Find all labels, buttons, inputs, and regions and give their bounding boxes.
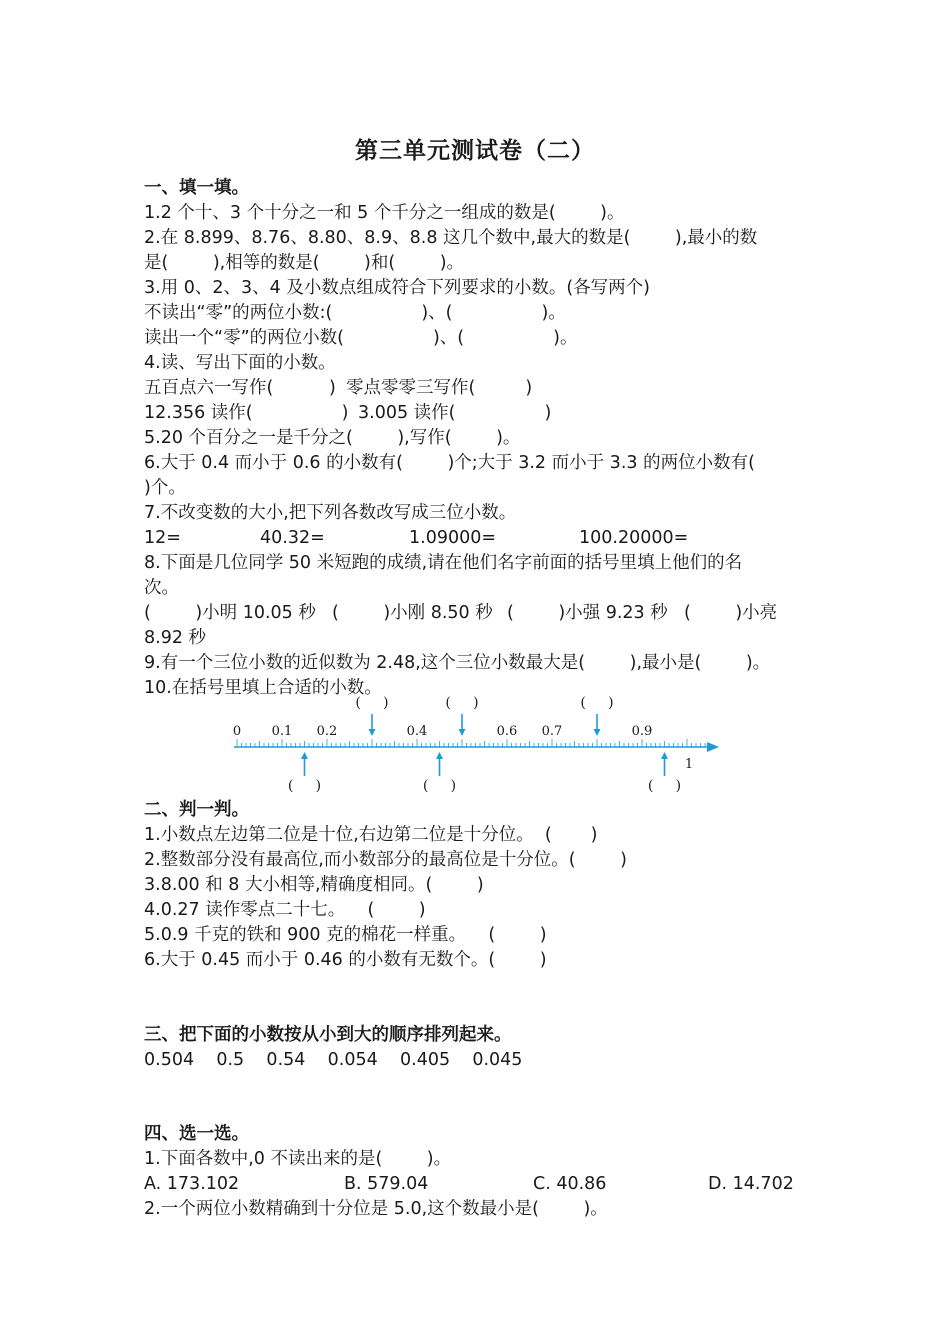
pointer-arrowhead <box>459 729 466 736</box>
section-3-heading: 三、把下面的小数按从小到大的顺序排列起来。 <box>144 1025 512 1045</box>
question-1-4-read-a: 12.356 读作( ) <box>144 403 349 423</box>
option-c: C. 40.86 <box>533 1174 607 1194</box>
question-1-7-item-a: 12= <box>144 528 181 548</box>
question-1-10: 10.在括号里填上合适的小数。 <box>144 678 382 698</box>
runner-xiaoliang: ( )小亮 <box>684 603 778 623</box>
answer-blank: ( ) <box>287 778 322 794</box>
question-1-3-line-1: 3.用 0、2、3、4 及小数点组成符合下列要求的小数。(各写两个) <box>144 278 651 298</box>
answer-blank: ( ) <box>422 778 457 794</box>
section-1-heading: 一、填一填。 <box>144 178 249 198</box>
answer-blank: ( ) <box>355 695 389 711</box>
question-1-4-line-1: 4.读、写出下面的小数。 <box>144 353 336 373</box>
question-1-4-write-a: 五百点六一写作( ) <box>144 378 336 398</box>
runner-xiaoming: ( )小明 10.05 秒 <box>144 603 316 623</box>
section-2-heading: 二、判一判。 <box>144 800 249 820</box>
judge-question-1: 1.小数点左边第二位是十位,右边第二位是十分位。 ( ) <box>144 825 598 845</box>
pointer-arrowhead <box>301 752 308 759</box>
pointer-arrowhead <box>369 729 376 736</box>
choice-question-1: 1.下面各数中,0 不读出来的是( )。 <box>144 1149 452 1169</box>
number-line-label: 0.6 <box>496 724 518 739</box>
option-d: D. 14.702 <box>708 1174 794 1194</box>
decimal-list: 0.504 0.5 0.54 0.054 0.405 0.045 <box>144 1050 523 1070</box>
section-4-heading: 四、选一选。 <box>144 1124 249 1144</box>
number-line-label: 0.2 <box>316 724 338 739</box>
question-1-7-item-b: 40.32= <box>260 528 325 548</box>
number-line-label: 0.4 <box>406 724 428 739</box>
question-1-7-item-d: 100.20000= <box>579 528 689 548</box>
question-1-3-line-2: 不读出“零”的两位小数:( )、( )。 <box>144 303 566 323</box>
question-1-8-line-2: 次。 <box>144 578 179 598</box>
number-line-figure <box>222 690 722 800</box>
pointer-arrowhead <box>436 752 443 759</box>
runner-xiaogang: ( )小刚 8.50 秒 <box>332 603 493 623</box>
question-1-2-line-1: 2.在 8.899、8.76、8.80、8.9、8.8 这几个数中,最大的数是( ),最小的数 <box>144 228 758 248</box>
number-line-label: 0 <box>232 724 242 739</box>
number-line-ticks <box>237 739 705 747</box>
number-line-arrowhead <box>707 742 719 752</box>
number-line-label: 0.1 <box>271 724 293 739</box>
answer-blank: ( ) <box>580 695 614 711</box>
judge-question-2: 2.整数部分没有最高位,而小数部分的最高位是十分位。( ) <box>144 850 627 870</box>
judge-question-5: 5.0.9 千克的铁和 900 克的棉花一样重。 ( ) <box>144 925 547 945</box>
option-b: B. 579.04 <box>344 1174 429 1194</box>
answer-blank: ( ) <box>445 695 479 711</box>
question-1-2-line-2: 是( ),相等的数是( )和( )。 <box>144 253 465 273</box>
question-1-7-item-c: 1.09000= <box>409 528 497 548</box>
page-title: 第三单元测试卷（二） <box>355 137 595 164</box>
answer-blank: ( ) <box>647 778 682 794</box>
question-1-5: 5.20 个百分之一是千分之( ),写作( )。 <box>144 428 521 448</box>
question-1-6-line-1: 6.大于 0.4 而小于 0.6 的小数有( )个;大于 3.2 而小于 3.3 的两位小数有( <box>144 453 755 473</box>
number-line-label: 0.7 <box>541 724 563 739</box>
runner-xiaoqiang: ( )小强 9.23 秒 <box>507 603 668 623</box>
choice-question-1-options <box>144 1172 804 1322</box>
option-a: A. 173.102 <box>144 1174 240 1194</box>
choice-question-2: 2.一个两位小数精确到十分位是 5.0,这个数最小是( )。 <box>144 1199 608 1219</box>
judge-question-4: 4.0.27 读作零点二十七。 ( ) <box>144 900 426 920</box>
number-line-label: 0.9 <box>631 724 653 739</box>
question-1-8-line-4: 8.92 秒 <box>144 628 207 648</box>
question-1-4-write-b: 零点零零三写作( ) <box>346 378 533 398</box>
question-1-9: 9.有一个三位小数的近似数为 2.48,这个三位小数最大是( ),最小是( )。 <box>144 653 771 673</box>
number-line-end-label: 1 <box>684 757 694 772</box>
pointer-arrowhead <box>594 729 601 736</box>
question-1-8-line-1: 8.下面是几位同学 50 米短跑的成绩,请在他们名字前面的括号里填上他们的名 <box>144 553 743 573</box>
question-1-1: 1.2 个十、3 个十分之一和 5 个千分之一组成的数是( )。 <box>144 203 625 223</box>
question-1-6-line-2: )个。 <box>144 478 186 498</box>
question-1-3-line-3: 读出一个“零”的两位小数( )、( )。 <box>144 328 578 348</box>
question-1-7-line-1: 7.不改变数的大小,把下列各数改写成三位小数。 <box>144 503 517 523</box>
question-1-4-read-b: 3.005 读作( ) <box>358 403 552 423</box>
judge-question-3: 3.8.00 和 8 大小相等,精确度相同。( ) <box>144 875 484 895</box>
pointer-arrowhead <box>661 752 668 759</box>
judge-question-6: 6.大于 0.45 而小于 0.46 的小数有无数个。( ) <box>144 950 547 970</box>
